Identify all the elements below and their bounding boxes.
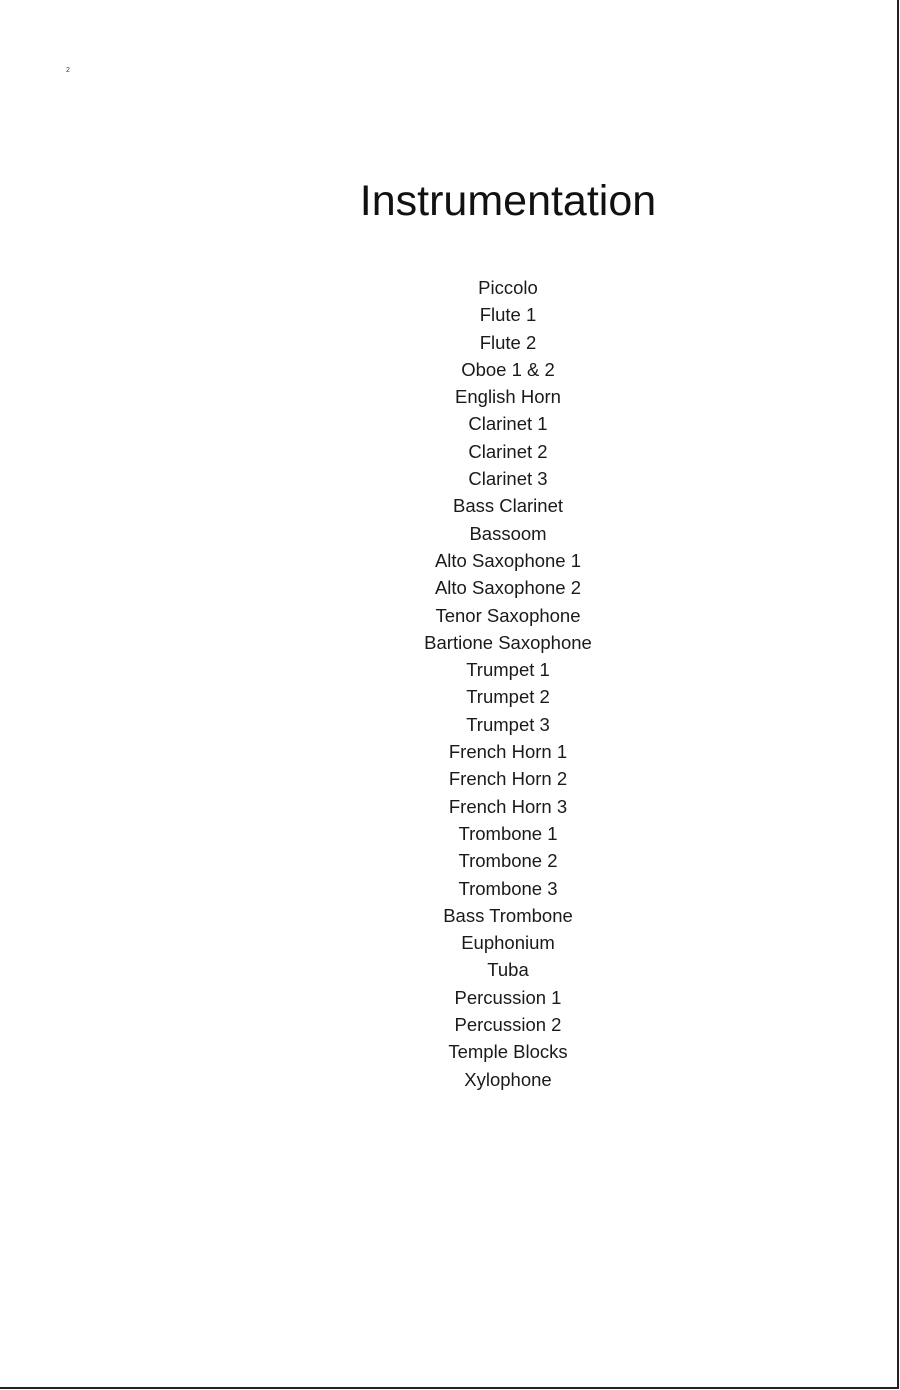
- instrument-item: Bartione Saxophone: [424, 631, 592, 653]
- instrument-item: Clarinet 2: [468, 440, 548, 462]
- instrument-item: Trombone 2: [458, 850, 558, 872]
- instrument-item: Tuba: [487, 959, 529, 981]
- instrument-item: Alto Saxophone 2: [434, 577, 582, 599]
- instrument-item: Trombone 1: [458, 822, 558, 844]
- instrument-item: Flute 1: [479, 304, 537, 326]
- instrument-item: Percussion 2: [454, 1014, 562, 1036]
- instrument-item: Trombone 3: [458, 877, 558, 899]
- instrument-item: Alto Saxophone 1: [434, 549, 582, 571]
- instrument-item: Bass Trombone: [443, 904, 573, 926]
- instrument-item: Trumpet 3: [466, 713, 550, 735]
- instrument-list: [358, 274, 658, 1093]
- instrument-item: Clarinet 1: [468, 413, 548, 435]
- instrument-item: Xylophone: [464, 1068, 552, 1090]
- instrument-item: Piccolo: [478, 277, 538, 298]
- instrument-item: Euphonium: [461, 932, 555, 954]
- instrument-item: Tenor Saxophone: [435, 604, 581, 626]
- page-number: 2: [66, 67, 70, 74]
- instrument-item: French Horn 1: [448, 741, 568, 763]
- instrument-item: Trumpet 1: [466, 659, 550, 681]
- instrument-item: Trumpet 2: [466, 686, 550, 708]
- instrument-item: French Horn 2: [448, 768, 568, 790]
- page-title: Instrumentation: [359, 177, 657, 225]
- instrument-item: Clarinet 3: [468, 468, 548, 490]
- instrument-item: English Horn: [455, 386, 561, 408]
- instrument-item: Bassoom: [469, 522, 547, 544]
- instrument-item: Flute 2: [479, 331, 537, 353]
- instrument-item: Percussion 1: [454, 986, 562, 1008]
- instrument-item: French Horn 3: [448, 795, 568, 817]
- instrument-item: Bass Clarinet: [452, 495, 563, 517]
- instrument-item: Oboe 1 & 2: [461, 358, 555, 380]
- instrument-item: Temple Blocks: [448, 1041, 568, 1063]
